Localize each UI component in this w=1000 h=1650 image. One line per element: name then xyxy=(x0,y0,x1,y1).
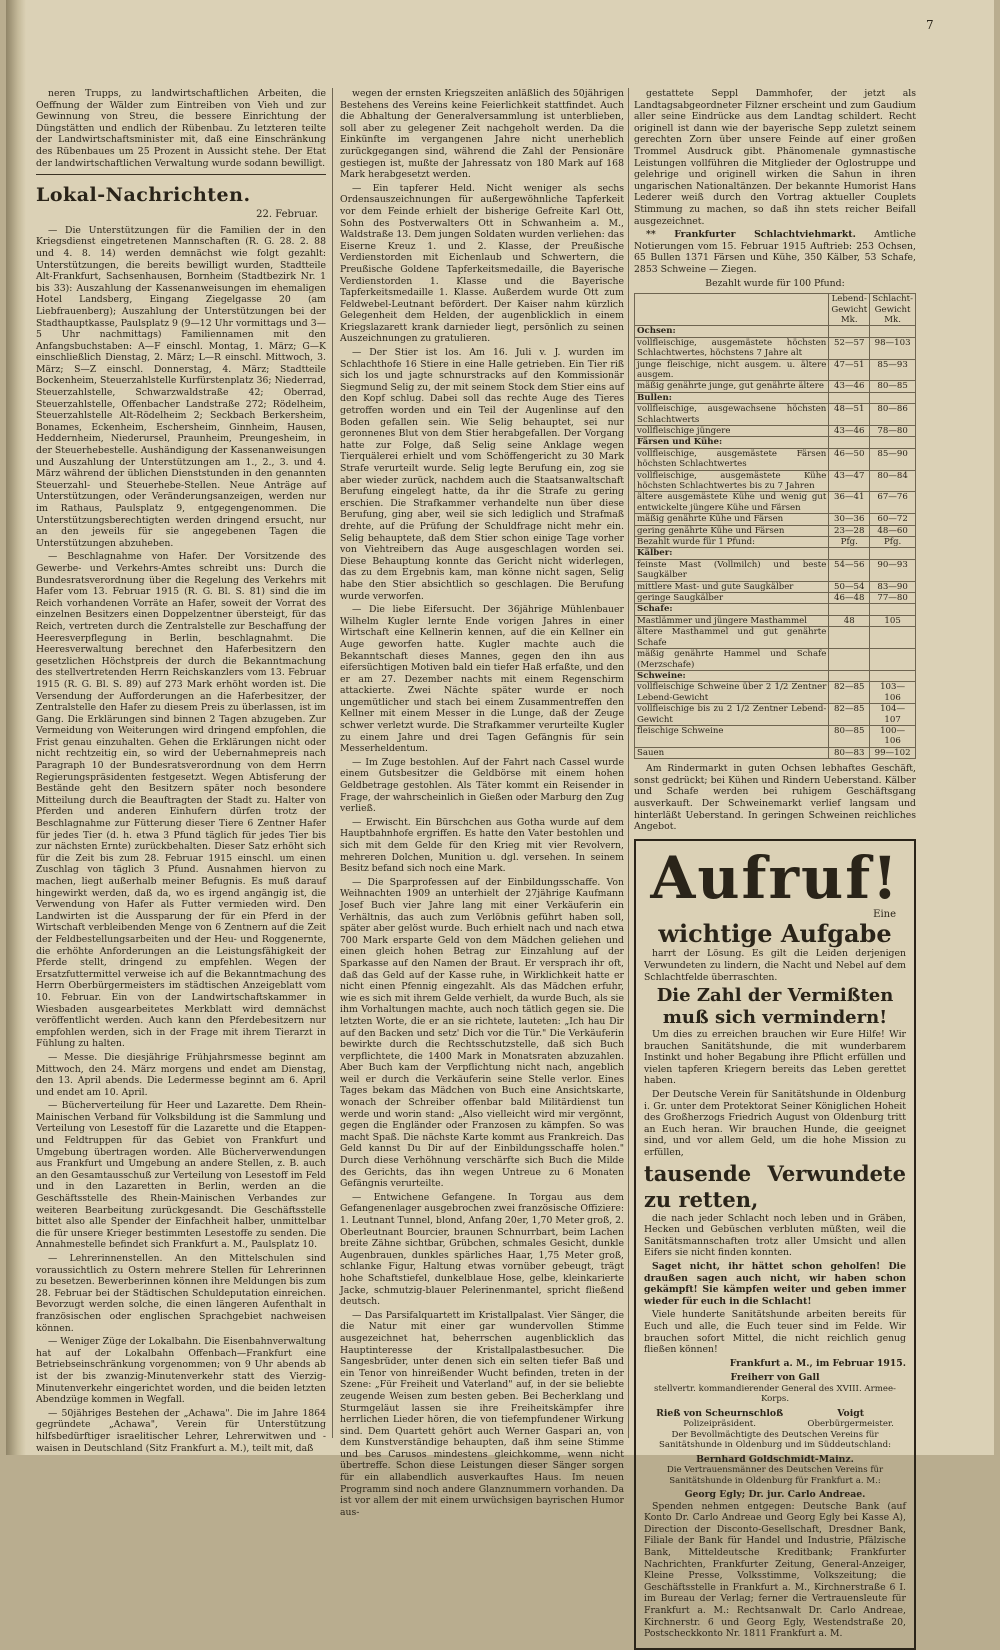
article-paragraph: wegen der ernsten Kriegszeiten anläßlich des 50jährigen Bestehens des Vereins keine Feierlichkeit stattfindet. Auch die Abhaltung der Generalversammlung ist unterblieben, soll aber zu gelegener Zeit nachgeholt werden. Da die Einkünfte im vergangenen Jahre nicht unerheblich zurückgegangen sind, während die Zahl der Pensionäre gestiegen ist, mußte der Jahressatz von 180 Mark auf 168 Mark herabgesetzt werden. xyxy=(340,88,624,181)
table-cell: 82—85 xyxy=(829,704,870,726)
table-cell: 48—51 xyxy=(829,404,870,426)
table-row xyxy=(635,337,916,359)
table-cell: 80—83 xyxy=(829,747,870,758)
table-cell: Färsen und Kühe: xyxy=(635,437,829,448)
table-cell xyxy=(870,627,916,649)
table-header-cell: Lebend-Gewicht Mk. xyxy=(829,294,870,326)
table-cell: Pfg. xyxy=(870,537,916,548)
table-cell: ältere Masthammel und gut genährte Schafe xyxy=(635,627,829,649)
table-cell: 43—46 xyxy=(829,425,870,436)
ad-signature: Freiherr von Gall xyxy=(730,1372,820,1384)
ad-headline: Aufruf! xyxy=(650,843,900,912)
page-number: 7 xyxy=(926,18,934,32)
table-row xyxy=(635,682,916,704)
table-row xyxy=(635,326,916,337)
ad-paragraph: Viele hunderte Sanitätshunde arbeiten bereits für Euch und alle, die Euch teuer sind im Felde. Wir brauchen sofort Mittel, die nicht reichlich genug fließen können! xyxy=(644,1309,906,1356)
table-cell: Bullen: xyxy=(635,392,829,403)
table-cell: mäßig genährte Kühe und Färsen xyxy=(635,514,829,525)
table-cell: vollfleischige, ausgewachsene höchsten Schlachtwerts xyxy=(635,404,829,426)
table-cell: vollfleischige, ausgemästete Färsen höchsten Schlachtwertes xyxy=(635,448,829,470)
table-row xyxy=(635,437,916,448)
table-cell: 52—57 xyxy=(829,337,870,359)
table-cell: 83—90 xyxy=(870,581,916,592)
article-paragraph: — Die Unterstützungen für die Familien der in den Kriegsdienst eingetretenen Mannschaften (R. G. 28. 2. 88 und 4. 8. 14) werden demnächst wie folgt gezahlt: Unterstützungen, die bereits bewilligt wurden, Stadtteile Alt-Frankfurt, Sachsenhausen, Bornheim (Stadtbezirk Nr. 1 bis 33): Auszahlung der Kassenanweisungen im ehemaligen Hotel Landsberg, Eingang Ziegelgasse 20 (am Liebfrauenberg); Auszahlung der Unterstützungen bei der Stadthauptkasse, Paulsplatz 9 (9—12 Uhr vormittags und 3—5 Uhr nachmittags) Familiennamen mit den Anfangsbuchstaben: A—F einschl. Montag, 1. März; G—K einschließlich Dienstag, 2. März; L—R einschl. Mittwoch, 3. März; S—Z einschl. Donnerstag, 4. März; Stadtteile Bockenheim, Steuerzahlstelle Kurfürstenplatz 36; Niederrad, Steuerzahlstelle, Schwarzwaldstraße 42; Oberrad, Steuerzahlstelle, Offenbacher Landstraße 272; Rödelheim, Steuerzahlstelle Alt-Rödelheim 2; Seckbach Berkersheim, Bonames, Eckenheim, Eschersheim, Ginnheim, Hausen, Heddernheim, Niederursel, Praunheim, Preungesheim, in der Steuerhebestelle. Aushändigung der Kassenanweisungen und Auszahlung der Unterstützungen am 1., 2., 3. und 4. März während der üblichen Dienststunden in den genannten Steuerzahl- und Steuerhebe-Stellen. Neue Anträge auf Unterstützungen, oder Veränderungsanzeigen, werden nur im Rathaus, Paulsplatz 9, entgegengenommen. Die Unterstützungsberechtigten werden dringend ersucht, nur an den jeweils für sie angegebenen Tagen die Unterstützungen abzuheben. xyxy=(36,224,326,549)
table-cell: 46—48 xyxy=(829,593,870,604)
table-cell: Mastlämmer und jüngere Masthammel xyxy=(635,615,829,626)
table-cell: fleischige Schweine xyxy=(635,725,829,747)
ad-signature-title: Oberbürgermeister. xyxy=(807,1419,894,1430)
ad-paragraph: harrt der Lösung. Es gilt die Leiden derjenigen Verwundeten zu lindern, die Nacht und Nebel auf dem Schlachtfelde überraschten. xyxy=(644,948,906,983)
ad-paragraph: Der Deutsche Verein für Sanitätshunde in Oldenburg i. Gr. unter dem Protektorat Seiner Königlichen Hoheit des Großherzogs Friedrich August von Oldenburg tritt an Euch heran. Wir brauchen Hunde, die geeignet sind, und vor allem Geld, um die hohe Mission zu erfüllen, xyxy=(644,1089,906,1159)
table-cell: Bezahlt wurde für 1 Pfund: xyxy=(635,537,829,548)
article-paragraph: — Beschlagnahme von Hafer. Der Vorsitzende des Gewerbe- und Verkehrs-Amtes schreibt uns: Durch die Bundesratsverordnung über die Regelung des Verkehrs mit Hafer vom 13. Februar 1915 (R. G. Bl. S. 81) sind die im Reich vorhandenen Vorräte an Hafer, soweit der Vorrat des einzelnen Besitzers einen Doppelzentner übersteigt, für das Reich, vertreten durch die Zentralstelle zur Beschaffung der Heeresverpflegung in Berlin, beschlagnahmt. Die Heeresverwaltung berechnet den Haferbesitzern den gesetzlichen Höchstpreis der durch die Bekanntmachung des stellvertretenden Herrn Reichskanzlers vom 13. Februar 1915 (R. G. Bl. S. 89) auf 273 Mark erhöht worden ist. Die Versendung der Aufforderungen an die Haferbesitzer, der Zentralstelle den Hafer zu diesem Preis zu überlassen, ist im Gang. Die Erklärungen sind binnen 2 Tagen abzugeben. Zur Vermeidung von Weiterungen wird dringend empfohlen, die Frist genau einzuhalten. Gehen die Erklärungen nicht oder nicht rechtzeitig ein, so wird der Uebernahmepreis nach Paragraph 10 der Bundesratsverordnung von dem Herrn Regierungspräsidenten festgesetzt. Wegen Abtisferung der Bestände geht den Besitzern später noch besondere Mitteilung durch die Beauftragten der Stadt zu. Halter von Pferden und anderen Einhufern dürfen trotz der Beschlagnahme zur Fütterung dieser Tiere 6 Zentner Hafer für jedes Tier (d. h. etwa 3 Pfund täglich für jedes Tier bis zur nächsten Ernte) zurückbehalten. Dieser Satz erhöht sich für die Zeit bis zum 28. Februar 1915 einschl. um einen Zuschlag von täglich 3 Pfund. Ausnahmen hiervon zu machen, liegt außerhalb meiner Befugnis. Es muß darauf hingewirkt werden, daß da, wo es irgend angängig ist, die Verwendung von Hafer als Futter vermieden wird. Den Landwirten ist die Aussparung der für ein Pferd in der Wirtschaft verbleibenden Menge von 6 Zentnern auf die Zeit der Feldbestellungsarbeiten und der Heu- und Roggenernte, die erhöhte Anforderungen an die Leistungsfähigkeit der Pferde stellt, dringend zu empfehlen. Wegen der Ersatzfuttermittel verweise ich auf die Bekanntmachung des Herrn Oberbürgermeisters im städtischen Anzeigeblatt vom 10. Februar. Ein von der Landwirtschaftskammer in Wiesbaden ausgearbeitetes Merkblatt wird demnächst veröffentlicht werden. Auch kann den Pferdebesitzern nur empfohlen werden, sich in der Frage mit ihrem Tierarzt in Fühlung zu halten. xyxy=(36,551,326,1050)
market-report-lead: Amtliche Notierungen vom 15. Februar 1915 Auftrieb: 253 Ochsen, 65 Bullen 1371 Färsen und Kühe, 350 Kälber, 53 Schafe, 2853 Schweine — Ziegen. xyxy=(634,229,916,275)
article-paragraph: — Die Sparprofessen auf der Einbildungsschaffe. Von Weihnachten 1909 an unterhielt der 27jährige Kaufmann Josef Buch vier Jahre lang mit einer Verkäuferin ein Verhältnis, das auch zum Verlöbnis geführt haben soll, später aber gelöst wurde. Buch erhielt nach und nach etwa 700 Mark ersparte Geld von dem Mädchen geliehen und einen gleich hohen Betrag zur Einzahlung auf der Sparkasse auf den Namen der Braut. Er versprach ihr oft, daß das Geld auf der Kasse ruhe, in Wirklichkeit hatte er nicht einen Pfennig eingezahlt. Als das Mädchen erfuhr, wie es sich mit ihrem Gelde verhielt, da wurde Buch, als sie ihm Vorhaltungen machte, auch noch tätlich gegen sie. Die letzten Worte, die er an sie richtete, lauteten: „Ich hau Dir auf den Backen und setz' Dich vor die Tür." Die Verkäuferin bewirkte durch die Rechtsschutzstelle, daß sich Buch verpflichtete, die 1400 Mark in Monatsraten abzuzahlen. Aber Buch kam der Verpflichtung nicht nach, angeblich weil er durch die Verkäuferin seine Stelle verlor. Eines Tages bekam das Mädchen von Buch eine Ansichtskarte, wonach der Schreiber offenbar bald Militärdienst tun werde und worin stand: „Also vielleicht wird mir vergönnt, gegen die Engländer oder Franzosen zu kämpfen. So was macht Spaß. Die nächste Karte kommt aus Frankreich. Das Geld kannst Du Dir auf der Einbildungsschaffe holen." Durch diese Verhöhnung verschärfte sich Buch die Milde des Gerichts, das ihn wegen Untreue zu 6 Monaten Gefängnis verurteilte. xyxy=(340,876,624,1190)
ad-signature: Bernhard Goldschmidt-Mainz. xyxy=(696,1453,854,1465)
ad-paragraph: Spenden nehmen entgegen: Deutsche Bank (auf Konto Dr. Carlo Andreae und Georg Egly bei Kasse A), Direction der Disconto-Gesellschaft, Dresdner Bank, Filiale der Bank für Handel und Industrie, Pfälzische Bank, Mitteldeutsche Kreditbank; Frankfurter Nachrichten, Frankfurter Zeitung, General-Anzeiger, Kleine Presse, Volksstimme, Volkszeitung; die Geschäftsstelle in Frankfurt a. M., Kirchnerstraße 6 I. im Bureau der Verlag; ferner die Vertrauensleute für Frankfurt a. M.: Rechtsanwalt Dr. Carlo Andreae, Kirchnerstr. 6 und Georg Egly, Westendstraße 20, Postscheckkonto Nr. 1811 Frankfurt a. M. xyxy=(644,1500,906,1640)
column-rule xyxy=(628,88,629,1438)
section-title: Lokal-Nachrichten. xyxy=(36,184,251,207)
table-row xyxy=(635,627,916,649)
table-cell xyxy=(829,548,870,559)
table-row xyxy=(635,548,916,559)
table-cell: 85—90 xyxy=(870,448,916,470)
table-cell xyxy=(870,437,916,448)
table-cell: 77—80 xyxy=(870,593,916,604)
ad-signature: Voigt xyxy=(837,1407,865,1419)
table-row xyxy=(635,492,916,514)
table-row xyxy=(635,670,916,681)
article-paragraph: — Entwichene Gefangene. In Torgau aus dem Gefangenenlager ausgebrochen zwei französische Offiziere: 1. Leutnant Tunnel, blond, Anfang 20er, 1,70 Meter groß, 2. Oberleutnant Bourcier, braunen Schnurrbart, beim Lachen breite Zähne sichtbar, Grübchen, schmales Gesicht, dunkle Augenbrauen, dunkles spärliches Haar, 1,75 Meter groß, schlanke Figur, Haltung etwas vornüber gebeugt, trägt hohe Schaftstiefel, dunkelblaue Hose, gelbe, kleinkarierte Jacke, schmutzig-blauer Pelerinenmantel, spricht fließend deutsch. xyxy=(340,1191,624,1308)
page-fold-shadow xyxy=(6,0,26,1455)
article-paragraph: — Die liebe Eifersucht. Der 36jährige Mühlenbauer Wilhelm Kugler lernte Ende vorigen Jahres in einer Wirtschaft eine Kellnerin kennen, auf die ein Kellner ein Auge geworfen hatte. Kugler machte auch die Bekanntschaft dieses Mannes, gegen den ihn aus eifersüchtigen Motiven bald ein tiefer Haß erfaßte, und den er am 27. Dezember nachts mit einem Regenschirm attackierte. Zwei Nächte später wurde er noch ungemütlicher und stach bei einem Zusammentreffen den Kellner mit einem Messer in die Lunge, daß der Zeuge schwer verletzt wurde. Die Strafkammer verurteilte Kugler zu einem Jahre und drei Tagen Gefängnis für sein Messerheldentum. xyxy=(340,604,624,755)
table-cell: gering genährte Kühe und Färsen xyxy=(635,525,829,536)
table-row xyxy=(635,525,916,536)
ad-big-line: tausende Verwundete zu retten, xyxy=(644,1160,906,1212)
table-cell xyxy=(870,649,916,671)
table-cell: 48 xyxy=(829,615,870,626)
table-cell: 90—93 xyxy=(870,559,916,581)
column-2 xyxy=(340,88,624,1518)
table-row xyxy=(635,392,916,403)
table-cell: Kälber: xyxy=(635,548,829,559)
column-rule xyxy=(332,88,333,1438)
ad-slogan: Die Zahl der Vermißten muß sich vermindern! xyxy=(656,985,894,1029)
article-paragraph: — Bücherverteilung für Heer und Lazarette. Dem Rhein-Mainischen Verband für Volksbildung ist die Sammlung und Verteilung von Lesestoff für die Lazarette und die Etappen- und Feldtruppen für das Gebiet von Frankfurt und Umgebung übertragen worden. Alle Bücherverwendungen aus Frankfurt und Umgebung an andere Stellen, z. B. auch an den Gesamtausschuß zur Verteilung von Lesestoff im Feld und in den Lazaretten in Berlin, werden an die Geschäftsstelle des Rhein-Mainischen Verbandes zur weiteren Bearbeitung zurückgesandt. Die Geschäftsstelle bittet also alle Spender der Einfachheit halber, unmittelbar die für unsere Krieger bestimmten Lesestoffe zu senden. Die Annahmestelle befindet sich Frankfurt a. M., Paulsplatz 10. xyxy=(36,1100,326,1251)
ad-paragraph: Um dies zu erreichen brauchen wir Eure Hilfe! Wir brauchen Sanitätshunde, die mit wunderbarem Instinkt und hoher Begabung ihre Pflicht erfüllen und vielen tapferen Kriegern bereits das Leben gerettet haben. xyxy=(644,1029,906,1087)
ad-signature-row xyxy=(644,1405,906,1430)
table-row xyxy=(635,559,916,581)
table-cell: 78—80 xyxy=(870,425,916,436)
article-paragraph: — Ein tapferer Held. Nicht weniger als sechs Ordensauszeichnungen für außergewöhnliche Tapferkeit vor dem Feinde erhielt der bisherige Gefreite Karl Ott, Sohn des Postverwalters Ott in Schwanheim a. M., Waldstraße 13. Dem jungen Soldaten wurden verliehen: das Eiserne Kreuz 1. und 2. Klasse, der Preußische Verdienstorden mit Eichenlaub und Schwertern, die Preußische Goldene Tapferkeitsmedaille, die Bayerische Verdienstorden 1. Klasse und die Bayerische Tapferkeitsmedaille 1. Klasse. Außerdem wurde Ott zum Feldwebel-Leutnant befördert. Der Kaiser nahm kürzlich Gelegenheit dem Helden, der augenblicklich in einem Kriegslazarett krank darnieder liegt, persönlich zu seinen Auszeichnungen zu gratulieren. xyxy=(340,182,624,345)
appeal-advertisement xyxy=(634,839,916,1650)
table-cell: 80—84 xyxy=(870,470,916,492)
table-cell: 98—103 xyxy=(870,337,916,359)
table-row xyxy=(635,537,916,548)
col3-intro: gestattete Seppl Dammhofer, der jetzt als Landtagsabgeordneter Filzner erscheint und zum Gaudium aller seine Eindrücke aus dem Landtag schildert. Recht originell ist dann wie der bayerische Sepp zuletzt seinem gerechten Zorn über unsere Feinde auf einer großen Trommel Ausdruck gibt. Phänomenale gymnastische Leistungen vollführen die Mitglieder der Oglostruppe und gelehrige und originell wirken die Sahun in ihren ungarischen Nationaltänzen. Der bekannte Humorist Hans Lederer weiß durch den Vortrag aktueller Couplets Stimmung zu machen, so daß ihn stets reicher Beifall ausgezeichnet. xyxy=(634,88,916,227)
table-row xyxy=(635,747,916,758)
table-row xyxy=(635,615,916,626)
table-cell: Schweine: xyxy=(635,670,829,681)
table-cell xyxy=(829,670,870,681)
table-cell: 36—41 xyxy=(829,492,870,514)
newspaper-page xyxy=(6,0,994,1640)
ad-signature-title: stellvertr. kommandierender General des XVIII. Armee-Korps. xyxy=(654,1383,896,1405)
table-row xyxy=(635,381,916,392)
table-cell: vollfleischige, ausgemästete Kühe höchsten Schlachtwertes bis zu 7 Jahren xyxy=(635,470,829,492)
table-row xyxy=(635,725,916,747)
ad-signature-block xyxy=(807,1405,893,1430)
table-row xyxy=(635,649,916,671)
table-cell: 30—36 xyxy=(829,514,870,525)
column-3 xyxy=(634,88,916,1640)
table-cell xyxy=(829,604,870,615)
table-cell: 60—72 xyxy=(870,514,916,525)
table-cell: 105 xyxy=(870,615,916,626)
market-subheading: Bezahlt wurde für 100 Pfund: xyxy=(705,277,845,289)
table-cell: vollfleischige jüngere xyxy=(635,425,829,436)
table-cell: 104—107 xyxy=(870,704,916,726)
table-row xyxy=(635,514,916,525)
ad-paragraph: Saget nicht, ihr hättet schon geholfen! Die draußen sagen auch nicht, wir haben schon gekämpft! Sie kämpfen weiter und geben immer wieder für euch in die Schlacht! xyxy=(644,1261,906,1307)
article-paragraph: — Messe. Die diesjährige Frühjahrsmesse beginnt am Mittwoch, den 24. März morgens und endet am Dienstag, den 13. April abends. Die Ledermesse beginnt am 6. April und endet am 10. April. xyxy=(36,1051,326,1098)
table-cell: 67—76 xyxy=(870,492,916,514)
article-paragraph: — Der Stier ist los. Am 16. Juli v. J. wurden im Schlachthofe 16 Stiere in eine Halle getrieben. Ein Tier riß sich los und jagte schnurstracks auf den Kommissionär Siegmund Selig zu, der mit seinem Stock dem Stier eins auf den Kopf schlug. Dabei soll das rechte Auge des Tieres getroffen worden und ein Teil der Augenlinse auf den Boden gefallen sein. Wie Selig behauptet, sei nur geronnenes Blut von dem Stier herabgefallen. Der Vorgang hatte zur Folge, daß Selig seine Anklage wegen Tierquälerei erhielt und vom Schöffengericht zu 30 Mark Strafe verurteilt wurde. Selig legte Berufung ein, zog sie aber wieder zurück, nachdem auch die Staatsanwaltschaft Berufung eingelegt hatte, da ihr die Strafe zu gering erschien. Die Strafkammer verhandelte nun über diese Berufung, ging aber, weil sie sich lediglich und Strafmaß drehte, auf die Prüfung der Schuldfrage nicht mehr ein. Selig behauptete, daß dem Stier schon einige Tage vorher von Viehtreibern das Auge ausgeschlagen worden sei. Diese Behauptung konnte das Gericht nicht widerlegen, das zu dem Ergebnis kam, man könne nicht sagen, Selig habe den Stier absichtlich so geschlagen. Die Berufung wurde verworfen. xyxy=(340,347,624,602)
ad-signature: Rieß von Scheurnschloß xyxy=(656,1407,784,1419)
table-cell: 80—85 xyxy=(829,725,870,747)
table-cell: 99—102 xyxy=(870,747,916,758)
table-row xyxy=(635,704,916,726)
ad-paragraph: die nach jeder Schlacht noch leben und in Gräben, Hecken und Gebüschen verbluten müßten, weil die Sanitätsmannschaften trotz aller Umsicht und allen Eifers sie nicht finden konnten. xyxy=(644,1212,906,1259)
table-cell: 43—47 xyxy=(829,470,870,492)
article-paragraph: — Das Parsifalquartett im Kristallpalast. Vier Sänger, die die Natur mit einer gar wundervollen Stimme ausgezeichnet hat, beherrschen augenblicklich das Hauptinteresse der Kristallpalastbesucher. Die Sangesbrüder, unter denen sich ein selten tiefer Baß und ein Tenor von hinreißender Wucht befinden, treten in der Szene: „Für Freiheit und Vaterland" auf, in der sie beliebte zeugende Weisen zum besten geben. Bei Becherklang und Sturmgeläut lassen sie ihre Freiheitskämpfer ihre herrlichen Lieder hören, die von tiefempfundener Wirkung sind. Dem Quartett gehört auch Werner Gaspari an, von dem Kunstverständige behaupten, daß ihm seine Stimme und bes Carusos mindestens gleichkomme, wenn nicht übertreffe. Schon diese Leistungen dieser Sänger sorgen für ein allabendlich ausverkauftes Haus. Im neuen Programm sind noch andere Glanznummern vorhanden. Da ist vor allem der mit einem urwüchsigen bayrischen Humor aus- xyxy=(340,1309,624,1518)
table-row xyxy=(635,593,916,604)
table-cell: 100—106 xyxy=(870,725,916,747)
section-divider xyxy=(36,174,326,175)
table-cell: 23—28 xyxy=(829,525,870,536)
table-row xyxy=(635,470,916,492)
table-cell: vollfleischige Schweine über 2 1/2 Zentner Lebend-Gewicht xyxy=(635,682,829,704)
table-cell xyxy=(870,392,916,403)
table-cell: 54—56 xyxy=(829,559,870,581)
table-header-row xyxy=(635,294,916,326)
table-cell: mäßig genährte Hammel und Schafe (Merzschafe) xyxy=(635,649,829,671)
table-cell: 80—86 xyxy=(870,404,916,426)
ad-signature-intro: Die Vertrauensmänner des Deutschen Vereins für Sanitätshunde in Oldenburg für Frankfurt a. M.: xyxy=(666,1465,884,1486)
table-cell: 80—85 xyxy=(870,381,916,392)
ad-subheadline: wichtige Aufgabe xyxy=(658,919,892,949)
table-cell xyxy=(829,392,870,403)
article-paragraph: — Weniger Züge der Lokalbahn. Die Eisenbahnverwaltung hat auf der Lokalbahn Offenbach—Frankfurt eine Betriebseinschränkung vorgenommen; von 9 Uhr abends ab ist der bis zwanzig-Minutenverkehr statt des Vierzig-Minutenverkehr eingerichtet worden, und die beiden letzten Abendzüge kommen in Wegfall. xyxy=(36,1336,326,1406)
table-row xyxy=(635,448,916,470)
table-cell: vollfleischige bis zu 2 1/2 Zentner Lebend-Gewicht xyxy=(635,704,829,726)
table-cell xyxy=(870,604,916,615)
column-1 xyxy=(36,88,326,1454)
table-cell: 85—93 xyxy=(870,359,916,381)
table-cell: 50—54 xyxy=(829,581,870,592)
ad-signature-intro: Der Bevollmächtigte des Deutschen Vereins für Sanitätshunde in Oldenburg und im Süddeutschland: xyxy=(659,1429,891,1451)
col1-intro: neren Trupps, zu landwirtschaftlichen Arbeiten, die Oeffnung der Wälder zum Eintreiben von Vieh und zur Gewinnung von Streu, die bessere Einrichtung der Düngstätten und endlich der Rübenbau. Zu letzteren teilte der Landwirtschaftsminister mit, daß eine Einschränkung des Rübenbaues um 25 Prozent in Aussicht stehe. Der Etat der landwirtschaftlichen Verwaltung wurde sodann bewilligt. xyxy=(36,88,326,169)
table-cell xyxy=(829,649,870,671)
table-row xyxy=(635,359,916,381)
market-report-intro xyxy=(634,229,916,275)
ad-eine: Eine xyxy=(873,908,896,920)
table-row xyxy=(635,581,916,592)
table-cell: ältere ausgemästete Kühe und wenig gut entwickelte jüngere Kühe und Färsen xyxy=(635,492,829,514)
table-row xyxy=(635,425,916,436)
table-header-cell: Schlacht-Gewicht Mk. xyxy=(870,294,916,326)
table-cell: junge fleischige, nicht ausgem. u. ältere ausgem. xyxy=(635,359,829,381)
market-price-table xyxy=(634,293,916,759)
table-cell xyxy=(829,437,870,448)
table-cell xyxy=(870,670,916,681)
article-paragraph: — 50jähriges Bestehen der „Achawa". Die im Jahre 1864 gegründete „Achawa", Verein für Unterstützung hilfsbedürftiger israelitischer Lehrer, Lehrerwitwen und -waisen in Deutschland (Sitz Frankfurt a. M.), teilt mit, daß xyxy=(36,1407,326,1454)
ad-signature-block xyxy=(656,1405,783,1430)
market-report-outro: Am Rindermarkt in guten Ochsen lebhaftes Geschäft, sonst gedrückt; bei Kühen und Rindern Ueberstand. Kälber und Schafe werden bei ruhigem Geschäftsgang ausverkauft. Der Schweinemarkt verlief langsam und hinterläßt Ueberstand. In geringen Schweinen reichliches Angebot. xyxy=(634,763,916,833)
table-cell xyxy=(829,627,870,649)
table-cell: geringe Saugkälber xyxy=(635,593,829,604)
table-cell: Schafe: xyxy=(635,604,829,615)
table-cell xyxy=(829,326,870,337)
table-row xyxy=(635,404,916,426)
market-report-heading: ** Frankfurter Schlachtviehmarkt. xyxy=(646,229,856,241)
table-cell: 43—46 xyxy=(829,381,870,392)
table-cell: 82—85 xyxy=(829,682,870,704)
table-cell: mittlere Mast- und gute Saugkälber xyxy=(635,581,829,592)
table-cell xyxy=(870,326,916,337)
article-paragraph: — Lehrerinnenstellen. An den Mittelschulen sind voraussichtlich zu Ostern mehrere Stellen für Lehrerinnen zu besetzen. Bewerberinnen können ihre Meldungen bis zum 28. Februar bei der Städtischen Schuldeputation einreichen. Bevorzugt werden solche, die einen längeren Aufenthalt in französischen oder englischen Sprachgebiet nachweisen können. xyxy=(36,1253,326,1334)
table-cell: 46—50 xyxy=(829,448,870,470)
ad-signature: Georg Egly; Dr. jur. Carlo Andreae. xyxy=(684,1488,866,1500)
table-cell: feinste Mast (Vollmilch) und beste Saugkälber xyxy=(635,559,829,581)
table-header-cell xyxy=(635,294,829,326)
table-cell: vollfleischige, ausgemästete höchsten Schlachtwertes, höchstens 7 Jahre alt xyxy=(635,337,829,359)
table-cell xyxy=(870,548,916,559)
table-cell: mäßig genährte junge, gut genährte ältere xyxy=(635,381,829,392)
table-cell: Ochsen: xyxy=(635,326,829,337)
table-cell: 48—60 xyxy=(870,525,916,536)
table-cell: 103—106 xyxy=(870,682,916,704)
ad-signature-title: Polizeipräsident. xyxy=(683,1419,756,1430)
table-cell: Sauen xyxy=(635,747,829,758)
ad-place-date: Frankfurt a. M., im Februar 1915. xyxy=(729,1357,906,1369)
article-paragraph: — Erwischt. Ein Bürschchen aus Gotha wurde auf dem Hauptbahnhofe ergriffen. Es hatte den Vater bestohlen und sich mit dem Gelde für den Krieg mit vier Revolvern, mehreren Dolchen, Munition u. dgl. versehen. In seinem Besitz befand sich noch eine Mark. xyxy=(340,816,624,875)
dateline: 22. Februar. xyxy=(256,209,318,221)
table-row xyxy=(635,604,916,615)
table-cell: 47—51 xyxy=(829,359,870,381)
table-cell: Pfg. xyxy=(829,537,870,548)
article-paragraph: — Im Zuge bestohlen. Auf der Fahrt nach Cassel wurde einem Gutsbesitzer die Geldbörse mit einem hohen Geldbetrage gestohlen. Als Täter kommt ein Reisender in Frage, der wahrscheinlich in Gießen oder Marburg den Zug verließ. xyxy=(340,756,624,815)
